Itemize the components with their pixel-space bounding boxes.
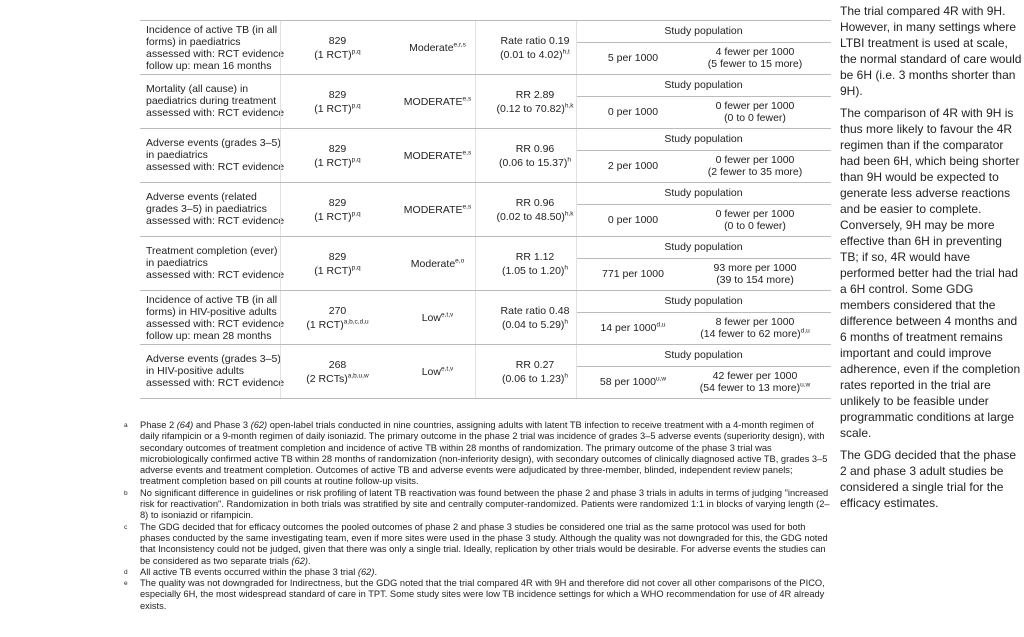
certainty-rating-footnote-ref: e,r,s	[453, 41, 466, 49]
studies-count: (1 RCT)	[314, 265, 352, 277]
certainty-cell	[390, 42, 485, 54]
footnote-b	[124, 488, 832, 522]
certainty-rating-footnote-ref: e,o	[455, 257, 465, 265]
outcome-line: Incidence of active TB (in all	[146, 24, 278, 36]
participants-count: 829	[328, 251, 347, 263]
footnote-a	[124, 420, 832, 488]
risk-difference: 0 fewer per 1000	[715, 100, 795, 112]
studies-count: (1 RCT)	[306, 319, 344, 331]
risk-without-cell	[583, 214, 683, 226]
participants-studies	[280, 102, 395, 116]
outcome-line: assessed with: RCT evidence	[146, 48, 285, 60]
column-divider	[475, 21, 476, 74]
studies-count: (1 RCT)	[314, 103, 352, 115]
column-divider	[576, 75, 577, 128]
relative-effect: Rate ratio 0.48	[500, 305, 570, 317]
outcome-line: in paediatrics	[146, 257, 208, 269]
participants-cell	[280, 250, 395, 278]
risk-difference-cell	[680, 46, 830, 70]
certainty-rating: Low	[421, 312, 441, 324]
certainty-rating: Moderate	[409, 42, 454, 54]
risk-without: 0 per 1000	[607, 106, 659, 118]
table-row	[140, 291, 831, 345]
risk-difference-ci-line	[680, 328, 830, 340]
footnote-marker: d	[124, 568, 128, 576]
risk-difference-ci: (14 fewer to 62 more)	[700, 328, 801, 340]
footnotes	[124, 420, 832, 612]
risk-difference-cell	[680, 370, 830, 394]
footnote-marker: e	[124, 580, 128, 588]
relative-effect-ci-line	[475, 210, 595, 224]
study-population-label: Study population	[576, 183, 831, 205]
risk-without-cell	[583, 106, 683, 118]
risk-difference: 8 fewer per 1000	[715, 316, 795, 328]
relative-effect-ci-line	[475, 48, 595, 62]
participants-studies	[280, 210, 395, 224]
participants-studies	[280, 156, 395, 170]
participants-count: 270	[328, 305, 347, 317]
participants-studies	[280, 264, 395, 278]
footnote-text: No significant difference in guidelines or risk profiling of latent TB reactivation was found between the phase 2 and phase 3 trials in adults in terms of judging "increased risk for reactivation". Randomization in both trials was stratified by site and centrally computer-randomized. Patients were randomized 1:1 in blocks of varying length (2–8) to isoniazid or rifampicin.	[140, 487, 830, 521]
outcome-line: follow up: mean 16 months	[146, 60, 272, 72]
certainty-rating-footnote-ref: e,t,v	[440, 311, 454, 319]
certainty-cell	[390, 204, 485, 216]
risk-difference-ci-footnote-ref: d,u	[800, 327, 810, 335]
certainty-rating: Low	[421, 366, 441, 378]
outcome-line: assessed with: RCT evidence	[146, 269, 285, 281]
risk-difference-ci: (2 fewer to 35 more)	[707, 166, 803, 178]
participants-cell	[280, 196, 395, 224]
risk-without-cell	[583, 376, 683, 388]
sidebar-paragraph-1: The trial compared 4R with 9H. However, in many settings where LTBI treatment is used at scale, the normal standard of care would be 6H (i.e. 3 months shorter than 9H).	[840, 4, 1022, 98]
table-row	[140, 21, 831, 75]
footnote-text: open-label trials conducted in nine countries, assigning adults with latent TB infection to receive treatment with a 4-month regimen of daily rifampicin or a 9-month regimen of daily isoniazid. The primary outcome in the phase 2 trial was incidence of grades 3–5 adverse events (superiority design), with secondary outcomes of treatment completion and incidence of active TB within 28 months of randomization. The primary outcome of the phase 3 trial was microbiologically confirmed active TB within 28 months of randomization (non-inferiority design), with secondary outcomes of clinically diagnosed active TB, grades 3–5 adverse events and treatment completion. Outcomes of active TB and adverse events were adjudicated by three-member, blinded, independent review panels; treatment completion based on pill counts at routine follow-up visits.	[140, 420, 828, 487]
table-row	[140, 345, 831, 399]
relative-effect-ci-line	[475, 372, 595, 386]
risk-difference: 93 more per 1000	[713, 262, 797, 274]
outcome-line: assessed with: RCT evidence	[146, 161, 285, 173]
relative-effect-ci: (0.12 to 70.82)	[496, 103, 565, 115]
participants-studies	[280, 372, 395, 386]
participants-cell	[280, 142, 395, 170]
outcome-line: follow up: mean 28 months	[146, 330, 272, 342]
outcome-line: in paediatrics	[146, 149, 208, 161]
column-divider	[280, 75, 281, 128]
certainty-cell	[390, 312, 485, 324]
certainty-rating-footnote-ref: e,s	[462, 203, 472, 211]
footnote-text: .	[307, 555, 311, 566]
risk-without: 58 per 1000	[599, 376, 656, 388]
risk-difference: 4 fewer per 1000	[715, 46, 795, 58]
studies-count: (1 RCT)	[314, 49, 352, 61]
risk-difference-cell	[680, 316, 830, 340]
footnote-c	[124, 522, 832, 567]
relative-effect-ci-footnote-ref: h	[564, 372, 569, 380]
table-row	[140, 75, 831, 129]
participants-studies	[280, 318, 395, 332]
column-divider	[280, 237, 281, 290]
relative-effect: RR 0.96	[515, 143, 555, 155]
participants-count: 829	[328, 35, 347, 47]
certainty-rating-footnote-ref: e,t,v	[440, 365, 454, 373]
participants-studies	[280, 48, 395, 62]
risk-difference-cell	[680, 262, 830, 286]
outcome-cell	[146, 353, 286, 389]
study-population-label: Study population	[576, 129, 831, 151]
outcome-line: assessed with: RCT evidence	[146, 107, 285, 119]
relative-effect-ci-line	[475, 102, 595, 116]
risk-difference-cell	[680, 208, 830, 232]
footnote-marker: b	[124, 489, 128, 497]
outcome-cell	[146, 83, 286, 119]
studies-count-footnote-ref: p,q	[351, 48, 361, 56]
table-row	[140, 129, 831, 183]
column-divider	[576, 183, 577, 236]
risk-difference-ci: (54 fewer to 13 more)	[699, 382, 801, 394]
outcome-line: assessed with: RCT evidence	[146, 377, 285, 389]
column-divider	[475, 291, 476, 344]
risk-difference-ci-line	[680, 220, 830, 232]
certainty-rating: Moderate	[410, 258, 456, 270]
relative-effect-ci-footnote-ref: h,t	[562, 48, 570, 56]
outcome-line: in HIV-positive adults	[146, 365, 245, 377]
certainty-rating: MODERATE	[403, 204, 463, 216]
footnote-text: and Phase 3	[193, 420, 251, 430]
relative-effect-ci-line	[475, 156, 595, 170]
column-divider	[576, 237, 577, 290]
risk-difference-cell	[680, 100, 830, 124]
participants-count: 829	[328, 89, 347, 101]
participants-cell	[280, 304, 395, 332]
studies-count-footnote-ref: p,q	[351, 210, 361, 218]
table-row	[140, 183, 831, 237]
relative-effect-ci: (0.06 to 1.23)	[501, 373, 565, 385]
relative-effect-ci-footnote-ref: h,k	[564, 210, 574, 218]
column-divider	[280, 21, 281, 74]
outcome-line: assessed with: RCT evidence	[146, 215, 285, 227]
relative-effect-ci-footnote-ref: h	[564, 318, 569, 326]
citation: (64)	[176, 420, 194, 430]
outcome-line: forms) in HIV-positive adults	[146, 306, 277, 318]
evidence-table	[140, 20, 831, 399]
outcome-line: Adverse events (related	[146, 191, 257, 203]
outcome-line: Treatment completion (ever)	[146, 245, 278, 257]
relative-effect: RR 0.27	[515, 359, 555, 371]
relative-effect-ci-footnote-ref: h	[567, 156, 571, 164]
risk-difference-ci-line	[680, 382, 830, 394]
column-divider	[475, 237, 476, 290]
relative-effect: Rate ratio 0.19	[500, 35, 570, 47]
risk-difference-ci: (0 to 0 fewer)	[724, 220, 786, 232]
relative-effect-ci-footnote-ref: h,k	[564, 102, 574, 110]
risk-difference-ci-line	[680, 58, 830, 70]
risk-without: 2 per 1000	[607, 160, 659, 172]
study-population-label: Study population	[576, 75, 831, 97]
citation: (62)	[250, 420, 268, 430]
risk-without: 0 per 1000	[607, 214, 659, 226]
relative-effect-ci: (0.01 to 4.02)	[500, 49, 563, 61]
participants-count: 829	[328, 143, 347, 155]
risk-difference: 0 fewer per 1000	[715, 154, 795, 166]
risk-without-cell	[583, 52, 683, 64]
certainty-cell	[390, 96, 485, 108]
risk-difference-ci: (0 to 0 fewer)	[724, 112, 786, 124]
certainty-cell	[390, 150, 485, 162]
certainty-rating-footnote-ref: e,s	[462, 149, 472, 157]
footnote-text: All active TB events occurred within the phase 3 trial	[140, 566, 358, 577]
studies-count-footnote-ref: a,b,c,d,u	[343, 318, 369, 326]
footnote-text: The quality was not downgraded for Indirectness, but the GDG noted that the trial compared 4R with 9H and therefore did not cover all other comparisons of the PICO, especially 6H, the most widespread standard of care in TPT. Some study sites were low TB incidence settings for which a WHO recommendation for use of 4R already exists.	[140, 578, 825, 611]
outcome-cell	[146, 294, 286, 342]
risk-without-footnote-ref: d,u	[656, 321, 666, 329]
certainty-rating: MODERATE	[403, 150, 463, 162]
column-divider	[475, 183, 476, 236]
column-divider	[576, 345, 577, 398]
studies-count-footnote-ref: p,q	[351, 264, 361, 272]
column-divider	[576, 21, 577, 74]
certainty-rating: MODERATE	[403, 96, 463, 108]
risk-without-cell	[583, 322, 683, 334]
certainty-cell	[390, 366, 485, 378]
citation: (62)	[291, 555, 308, 566]
studies-count: (1 RCT)	[314, 211, 352, 223]
certainty-cell	[390, 258, 485, 270]
participants-cell	[280, 88, 395, 116]
table-row	[140, 237, 831, 291]
outcome-line: Incidence of active TB (in all	[146, 294, 278, 306]
column-divider	[280, 291, 281, 344]
studies-count: (1 RCT)	[314, 157, 352, 169]
outcome-cell	[146, 245, 286, 281]
outcome-line: Adverse events (grades 3–5)	[146, 353, 281, 365]
studies-count-footnote-ref: a,b,u,w	[347, 372, 369, 380]
relative-effect: RR 1.12	[515, 251, 555, 263]
relative-effect-ci: (0.06 to 15.37)	[499, 157, 568, 169]
column-divider	[576, 129, 577, 182]
column-divider	[280, 345, 281, 398]
sidebar-paragraph-2: The comparison of 4R with 9H is thus more likely to favour the 4R regimen than if the comparator had been 6H, which being shorter than 9H would be expected to generate less adverse reactions and be easier to complete. Conversely, 9H may be more effective than 6H in preventing TB; if so, 4R would have performed better had the trial had a 6H control. Some GDG members considered that the difference between 4 months and 6 months of treatment remains important and could improve adherence, even if the completion rates reported in the trial are unlikely to be feasible under programmatic conditions at large scale.	[840, 106, 1021, 440]
relative-effect-ci: (0.02 to 48.50)	[496, 211, 565, 223]
column-divider	[475, 345, 476, 398]
study-population-label: Study population	[576, 291, 831, 313]
footnote-marker: c	[124, 523, 128, 531]
footnote-marker: a	[124, 422, 128, 429]
sidebar-notes	[840, 3, 1022, 517]
footnote-d	[124, 567, 832, 578]
outcome-line: forms) in paediatrics	[146, 36, 241, 48]
risk-difference: 42 fewer per 1000	[712, 370, 798, 382]
footnote-text: .	[374, 566, 378, 577]
participants-count: 829	[328, 197, 347, 209]
outcome-cell	[146, 137, 286, 173]
study-population-label: Study population	[576, 237, 831, 259]
relative-effect: RR 2.89	[515, 89, 555, 101]
outcome-line: assessed with: RCT evidence	[146, 318, 285, 330]
outcome-line: Adverse events (grades 3–5)	[146, 137, 281, 149]
risk-difference-ci: (39 to 154 more)	[716, 274, 794, 286]
column-divider	[576, 291, 577, 344]
participants-cell	[280, 34, 395, 62]
column-divider	[280, 129, 281, 182]
participants-cell	[280, 358, 395, 386]
relative-effect-ci: (0.04 to 5.29)	[501, 319, 565, 331]
studies-count: (2 RCTs)	[306, 373, 348, 385]
column-divider	[280, 183, 281, 236]
risk-difference-ci-line	[680, 112, 830, 124]
column-divider	[475, 75, 476, 128]
outcome-cell	[146, 191, 286, 227]
risk-difference-ci-line	[680, 166, 830, 178]
column-divider	[475, 129, 476, 182]
studies-count-footnote-ref: p,q	[351, 102, 361, 110]
outcome-line: Mortality (all cause) in	[146, 83, 249, 95]
risk-without-footnote-ref: u,w	[655, 375, 667, 383]
sidebar-paragraph-3: The GDG decided that the phase 2 and phase 3 adult studies be considered a single trial for the efficacy estimates.	[840, 448, 1017, 510]
participants-count: 268	[328, 359, 347, 371]
risk-difference-ci: (5 fewer to 15 more)	[707, 58, 803, 70]
study-population-label: Study population	[576, 345, 831, 367]
risk-without: 14 per 1000	[600, 322, 657, 334]
footnote-text: Phase 2	[140, 420, 177, 430]
footnote-e	[124, 578, 832, 612]
outcome-cell	[146, 24, 286, 72]
relative-effect-ci: (1.05 to 1.20)	[501, 265, 565, 277]
study-population-label: Study population	[576, 21, 831, 43]
risk-difference-ci-line	[680, 274, 830, 286]
outcome-line: grades 3–5) in paediatrics	[146, 203, 267, 215]
risk-without: 771 per 1000	[602, 268, 664, 280]
relative-effect: RR 0.96	[515, 197, 555, 209]
relative-effect-ci-line	[475, 264, 595, 278]
citation: (62)	[357, 566, 375, 577]
relative-effect-ci-line	[475, 318, 595, 332]
risk-without-cell	[583, 268, 683, 280]
risk-without-cell	[583, 160, 683, 172]
studies-count-footnote-ref: p,q	[351, 156, 361, 164]
risk-difference: 0 fewer per 1000	[715, 208, 795, 220]
outcome-line: paediatrics during treatment	[146, 95, 277, 107]
relative-effect-ci-footnote-ref: h	[564, 264, 569, 272]
risk-without: 5 per 1000	[607, 52, 659, 64]
risk-difference-cell	[680, 154, 830, 178]
certainty-rating-footnote-ref: e,s	[462, 95, 472, 103]
risk-difference-ci-footnote-ref: u,w	[800, 381, 811, 389]
footnote-text: The GDG decided that for efficacy outcomes the pooled outcomes of phase 2 and phase 3 studies be considered one trial as the same protocol was used for both phases conducted by the same investigating team, even if more sites were used in the phase 3 study. Although the quality was not downgraded for this, the GDG noted that Inconsistency could not be judged, given that there was only a single trial. Ideally, replication by other trials would be desirable. For adverse events the studies can be considered as two separate trials	[140, 521, 828, 566]
